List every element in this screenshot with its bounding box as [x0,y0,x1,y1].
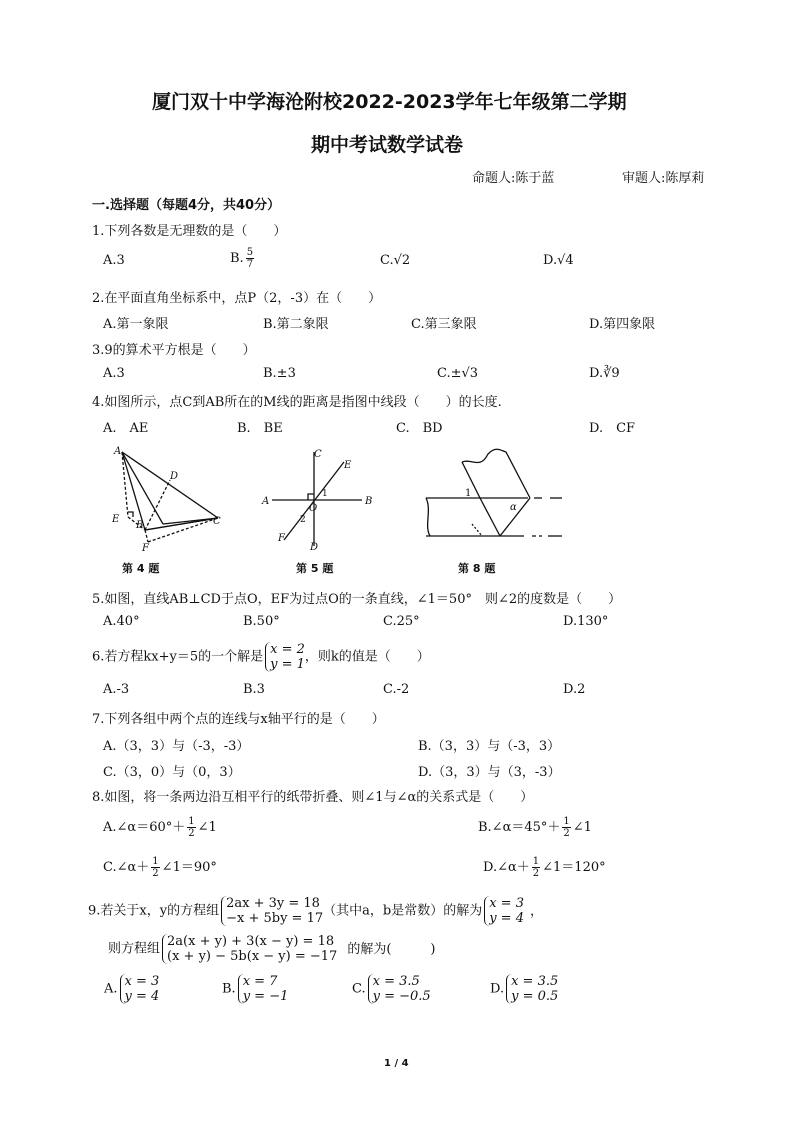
figure-8 [420,440,570,552]
f5-label-a: A [262,496,270,507]
q1-option-b: B. $\frac{5}{7}$ [230,247,254,270]
q9-option-a: A. x = 3 y = 4 [104,974,160,1004]
q6-option-d: D.2 [563,682,586,697]
figure-5 [258,448,382,553]
f5-label-e: E [344,460,352,471]
q9-line2: 则方程组 2a(x + y) + 3(x − y) = 18 (x + y) − 5b(x − y) = −17 的解为( ) [108,934,436,964]
q7-option-a: A.（3，3）与（-3，-3） [103,739,250,754]
q8-option-b: B.∠α＝45°＋ $\frac{1}{2}$ ∠1 [478,816,592,839]
q5-option-a: A.40° [103,614,140,629]
q2-option-c: C.第三象限 [411,317,477,332]
q8-option-d: D.∠α＋ $\frac{1}{2}$ ∠1＝120° [483,856,606,879]
q2-option-b: B.第二象限 [263,317,329,332]
f5-label-2: 2 [300,515,306,525]
page-title-line1: 厦门双十中学海沧附校2022-2023学年七年级第二学期 [152,91,627,113]
q6-option-c: C.-2 [383,682,410,697]
figure-4 [100,442,240,557]
author-label: 命题人:陈于蓝 [472,171,555,186]
f5-label-d: D [310,542,319,553]
q5-option-c: C.25° [383,614,420,629]
q3-option-a: A.3 [103,366,125,381]
q9-option-c: C. x = 3.5 y = −0.5 [352,974,431,1004]
q7-option-b: B.（3，3）与（-3，3） [418,739,561,754]
f5-label-b: B [365,496,373,507]
reviewer-label: 审题人:陈厚莉 [622,171,705,186]
q4-option-c: C. BD [396,421,443,436]
q3-option-d: D.∛9 [589,366,620,381]
q9-stem: 9.若关于x，y的方程组 2ax + 3y = 18 −x + 5by = 17 （其中a，b是常数）的解为 x = 3 y = 4 ， [88,896,543,926]
q1-option-a: A.3 [103,253,125,268]
section-heading: 一.选择题（每题4分，共40分） [92,198,281,213]
q3-stem: 3.9的算术平方根是（ ） [92,343,256,358]
f4-label-c: C [213,516,221,527]
f5-label-c: C [314,449,322,460]
f5-label-1: 1 [322,489,328,499]
f8-label-alpha: α [510,502,517,513]
f4-label-d: D [170,471,179,482]
q2-stem: 2.在平面直角坐标系中，点P（2，-3）在（ ） [92,291,382,306]
q5-stem: 5.如图，直线AB⊥CD于点O，EF为过点O的一条直线，∠1＝50° 则∠2的度数是（ ） [92,592,622,607]
q1-option-d: D.√4 [543,253,574,268]
q1-stem: 1.下列各数是无理数的是（ ） [92,224,287,239]
q7-option-d: D.（3，3）与（3，-3） [418,765,561,780]
q9-option-b: B. x = 7 y = −1 [222,974,289,1004]
f4-label-a: A [114,446,122,457]
f4-label-f: F [142,543,149,554]
q8-option-a: A.∠α＝60°＋ $\frac{1}{2}$ ∠1 [103,816,217,839]
q3-option-c: C.±√3 [437,366,479,381]
q3-option-b: B.±3 [263,366,296,381]
q1-option-c: C.√2 [380,253,411,268]
q7-stem: 7.下列各组中两个点的连线与x轴平行的是（ ） [92,712,385,727]
q4-option-a: A. AE [103,421,149,436]
q4-stem: 4.如图所示，点C到AB所在的M线的距离是指图中线段（ ）的长度. [92,395,502,410]
f5-label-o: O [309,503,318,514]
figure-8-caption: 第 8 题 [458,562,496,575]
q8-stem: 8.如图，将一条两边沿互相平行的纸带折叠、则∠1与∠α的关系式是（ ） [92,790,534,805]
q2-option-a: A.第一象限 [103,317,169,332]
q6-option-a: A.-3 [103,682,130,697]
q6-stem: 6.若方程kx+y＝5的一个解是 x = 2 y = 1 ，则k的值是（ ） [92,642,430,672]
figure-4-caption: 第 4 题 [122,562,160,575]
q2-option-d: D.第四象限 [589,317,656,332]
q4-option-d: D. CF [589,421,636,436]
page-title-line2: 期中考试数学试卷 [311,134,464,156]
f4-label-b: B [136,520,144,531]
q6-option-b: B.3 [243,682,265,697]
q4-option-b: B. BE [237,421,283,436]
f8-label-1: 1 [465,488,472,499]
q8-option-c: C.∠α＋ $\frac{1}{2}$ ∠1＝90° [103,856,217,879]
f5-label-f: F [278,533,285,544]
figure-5-caption: 第 5 题 [296,562,334,575]
q7-option-c: C.（3，0）与（0，3） [103,765,241,780]
q5-option-d: D.130° [563,614,609,629]
q9-option-d: D. x = 3.5 y = 0.5 [490,974,559,1004]
f4-label-e: E [112,514,120,525]
q5-option-b: B.50° [243,614,280,629]
page-number: 1 / 4 [384,1058,409,1069]
